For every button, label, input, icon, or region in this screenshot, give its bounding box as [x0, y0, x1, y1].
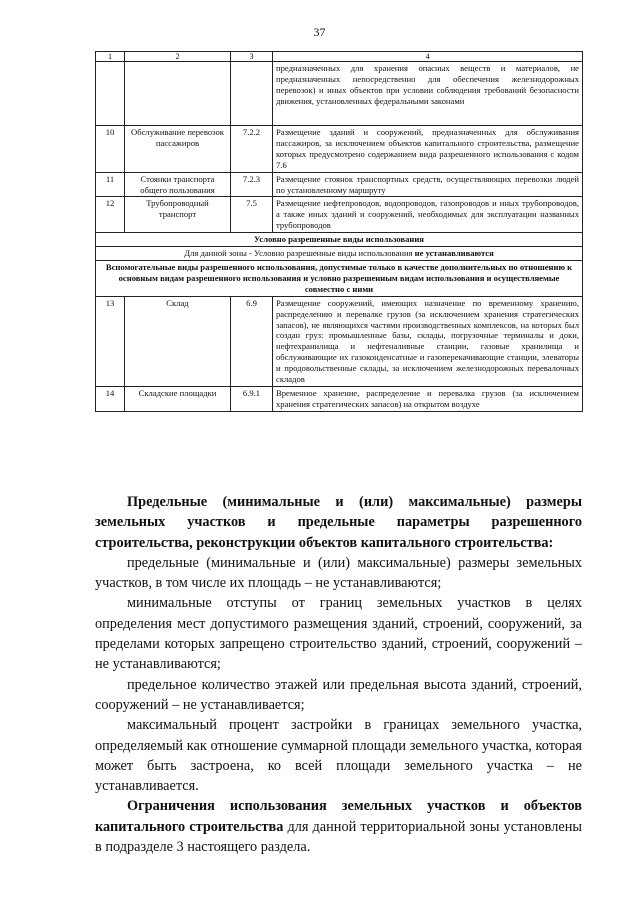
use-type-name: Складские площадки: [125, 386, 231, 411]
use-type-description: Размещение нефтепроводов, водопроводов, газопроводов и иных трубопроводов, а также иных зданий и сооружений, необходимых для эксплуатации названных трубопроводов: [273, 197, 583, 233]
paragraph-floors: предельное количество этажей или предельная высота зданий, строений, сооружений – не устанавливается;: [95, 676, 582, 713]
use-type-description: Размещение стоянок транспортных средств, осуществляющих перевозки людей по установленному маршруту: [273, 172, 583, 197]
paragraph-coverage: максимальный процент застройки в границах земельного участка, определяемый как отношение суммарной площади земельного участка, которая может быть застроена, ко всей площади земельного участка – не устанавливается.: [95, 717, 582, 795]
use-type-description: предназначенных для хранения опасных веществ и материалов, не предназначенных непосредственно для обеспечения железнодорожных перевозок) и иных объектов при условии соблюдения требований безопасности движения, установленных федеральными законами: [273, 62, 583, 126]
use-type-code: 7.2.3: [231, 172, 273, 197]
paragraph-setbacks: минимальные отступы от границ земельных участков в целях определения мест допустимого размещения зданий, строений, сооружений, за пределами которых запрещено строительство зданий, строений, сооружений – не устанавливаются;: [95, 595, 582, 673]
row-number: [96, 62, 125, 126]
use-type-name: [125, 62, 231, 126]
body-text: [95, 492, 582, 857]
restrictions-bold: Ограничения использования земельных участков и объектов капитального строительства: [95, 798, 582, 835]
table-row: [96, 296, 583, 386]
table-header-row: [96, 52, 583, 62]
table-row: [96, 62, 583, 126]
use-type-code: 7.5: [231, 197, 273, 233]
use-type-code: 6.9.1: [231, 386, 273, 411]
page-number: 37: [313, 25, 326, 39]
conditional-note-bold: не устанавливаются: [414, 248, 494, 259]
table-row: [96, 172, 583, 197]
row-number: 13: [96, 296, 125, 386]
use-type-description: Временное хранение, распределение и перевалка грузов (за исключением хранения стратегических запасов) на открытом воздухе: [273, 386, 583, 411]
table-row: [96, 126, 583, 173]
section-row: [96, 260, 583, 296]
use-type-name: Стоянки транспорта общего пользования: [125, 172, 231, 197]
header-cell-2: 2: [125, 52, 231, 62]
use-type-name: Трубопроводный транспорт: [125, 197, 231, 233]
conditional-uses-note: [96, 247, 583, 261]
land-use-table: [95, 51, 583, 412]
limits-heading: [95, 492, 582, 553]
use-type-description: Размещение сооружений, имеющих назначение по временному хранению, распределению и перевалке грузов (за исключением хранения стратегических запасов), не являющихся частями производственных комплексов, на которых был создан груз: промышленные базы, склады, погрузочные терминалы и доки, нефтехранилища и нефтеналивные станции, газовые хранилища и обслуживающие их газоконденсатные и газоперекачивающие станции, элеваторы и продовольственные склады, за исключением железнодорожных перевалочных складов: [273, 296, 583, 386]
section-row: [96, 233, 583, 247]
row-number: 10: [96, 126, 125, 173]
header-cell-4: 4: [273, 52, 583, 62]
use-type-code: 6.9: [231, 296, 273, 386]
paragraph-plot-size: предельные (минимальные и (или) максимальные) размеры земельных участков, в том числе их площадь – не устанавливаются;: [95, 554, 582, 592]
section-row: [96, 247, 583, 261]
conditional-uses-title: Условно разрешенные виды использования: [96, 233, 583, 247]
use-type-name: Обслуживание перевозок пассажиров: [125, 126, 231, 173]
use-type-code: [231, 62, 273, 126]
row-number: 14: [96, 386, 125, 411]
use-type-name: Склад: [125, 296, 231, 386]
auxiliary-uses-title: Вспомогательные виды разрешенного использования, допустимые только в качестве дополнительных по отношению к основным видам разрешенного использования и условно разрешенным видам использования и осуществляемые совместно с ними: [96, 260, 583, 296]
row-number: 11: [96, 172, 125, 197]
header-cell-1: 1: [96, 52, 125, 62]
table-row: [96, 197, 583, 233]
restrictions-rest: для данной территориальной зоны установлены в подразделе 3 настоящего раздела.: [95, 818, 582, 856]
use-type-code: 7.2.2: [231, 126, 273, 173]
limits-heading-text: Предельные (минимальные и (или) максимальные) размеры земельных участков и предельные параметры разрешенного строительства, реконструкции объектов капитального строительства:: [95, 494, 582, 551]
table-row: [96, 386, 583, 411]
paragraph-restrictions: [95, 796, 582, 857]
conditional-note-text: Для данной зоны - Условно разрешенные виды использования: [184, 248, 413, 259]
use-type-description: Размещение зданий и сооружений, предназначенных для обслуживания пассажиров, за исключением объектов капитального строительства, размещение которых предусмотрено содержанием вида разрешенного использования с кодом 7.6: [273, 126, 583, 173]
row-number: 12: [96, 197, 125, 233]
header-cell-3: 3: [231, 52, 273, 62]
